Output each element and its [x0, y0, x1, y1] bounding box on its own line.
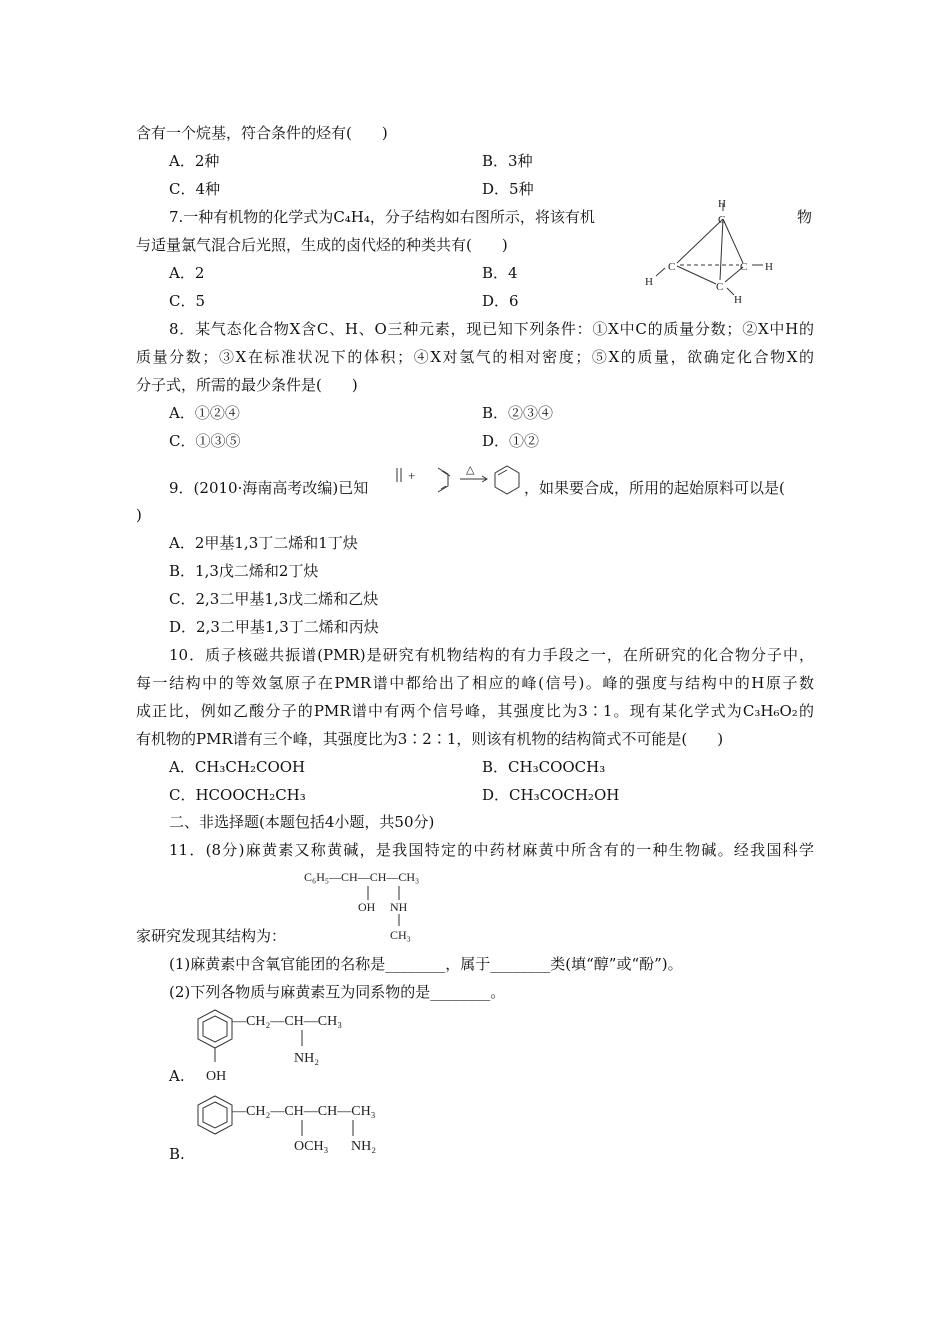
option-b-och3: OCH₃: [294, 1139, 329, 1154]
q11-line2: 家研究发现其结构为：: [136, 927, 287, 945]
c-atom-bottom: C: [716, 281, 724, 293]
q7-option-d: D．6: [482, 292, 519, 310]
q8-option-d: D．①②: [482, 432, 540, 450]
q10-option-a: A．CH₃CH₂COOH: [169, 758, 306, 776]
q9-stem-pre: 9．(2010·海南高考改编)已知: [169, 479, 369, 497]
option-b-chain: —CH₂—CH—CH—CH₃: [232, 1104, 376, 1119]
q8-line2: 质量分数；③X在标准状况下的体积；④X对氢气的相对密度；⑤X的质量，欲确定化合物X的: [136, 348, 814, 366]
q10-option-c: C．HCOOCH₂CH₃: [169, 786, 306, 804]
q7-option-c: C．5: [169, 292, 206, 310]
q6-option-b: B．3种: [482, 152, 533, 170]
c-atom-top: C: [718, 214, 726, 226]
option-a-chain: —CH₂—CH—CH₃: [232, 1014, 343, 1029]
option-a-oh: OH: [206, 1069, 227, 1084]
option-b-nh2: NH₂: [351, 1139, 377, 1154]
ephedrine-oh: OH: [358, 900, 376, 914]
q10-line3: 成正比，例如乙酸分子的PMR谱中有两个信号峰，其强度比为3∶1。现有某化学式为C₃H₆O₂的: [136, 702, 814, 720]
heat-symbol: △: [466, 464, 475, 476]
q10-line1: 10．质子核磁共振谱(PMR)是研究有机物结构的有力手段之一，在所研究的化合物分子中，: [169, 646, 814, 664]
q8-option-c: C．①③⑤: [169, 432, 241, 450]
ephedrine-main-chain: C₆H₅—CH—CH—CH₃: [304, 870, 420, 884]
ephedrine-structure: [300, 864, 480, 944]
option-a-label: A.: [169, 1067, 185, 1085]
q10-option-d: D．CH₃COCH₂OH: [482, 786, 620, 804]
q11-line1: 11．(8分)麻黄素又称黄碱，是我国特定的中药材麻黄中所含有的一种生物碱。经我国科学: [169, 841, 814, 859]
q8-option-a: A．①②④: [169, 404, 240, 422]
h-atom-right: H: [765, 261, 773, 273]
diels-alder-reaction-scheme: [394, 460, 524, 504]
q8-line3: 分子式，所需的最少条件是( ): [136, 376, 358, 394]
q7-line1-tail: 物: [797, 208, 813, 226]
c4h4-tetrahedrane-diagram: [630, 193, 790, 305]
q10-line4: 有机物的PMR谱有三个峰，其强度比为3∶2∶1，则该有机物的结构简式不可能是( ): [136, 730, 724, 748]
h-atom-left: H: [645, 276, 653, 288]
q7-option-a: A．2: [169, 264, 205, 282]
h-atom-top: H: [718, 198, 726, 210]
q7-line1: 7.一种有机物的化学式为C₄H₄，分子结构如右图所示，将该有机: [169, 208, 595, 226]
section-heading: 二、非选择题(本题包括4小题，共50分): [169, 813, 435, 831]
q8-option-b: B．②③④: [482, 404, 554, 422]
q11-part2: (2)下列各物质与麻黄素互为同系物的是________。: [169, 983, 506, 1001]
c-atom-left: C: [668, 261, 676, 273]
option-a-structure: [190, 1006, 410, 1088]
reaction-plus: +: [408, 468, 416, 483]
option-a-nh2: NH₂: [294, 1051, 320, 1066]
q7-line2: 与适量氯气混合后光照，生成的卤代烃的种类共有( ): [136, 236, 508, 254]
h-atom-bottom: H: [734, 294, 742, 305]
q9-stem-line2: ): [136, 506, 142, 524]
q9-option-a: A．2甲基1,3丁二烯和1丁炔: [169, 534, 358, 552]
q6-stem-tail: 含有一个烷基，符合条件的烃有( ): [136, 124, 388, 142]
q10-option-b: B．CH₃COOCH₃: [482, 758, 606, 776]
q11-part1: (1)麻黄素中含氧官能团的名称是________，属于________类(填“醇”或“酚”)。: [169, 955, 683, 973]
q6-option-c: C．4种: [169, 180, 221, 198]
q6-option-d: D．5种: [482, 180, 534, 198]
q9-option-b: B．1,3戊二烯和2丁炔: [169, 562, 319, 580]
q7-option-b: B．4: [482, 264, 518, 282]
ephedrine-ch3: CH₃: [390, 928, 411, 942]
q10-line2: 每一结构中的等效氢原子在PMR谱中都给出了相应的峰(信号)。峰的强度与结构中的H原子数: [136, 674, 814, 692]
q9-stem-post: ，如果要合成，所用的起始原料可以是(: [524, 479, 785, 497]
q8-line1: 8．某气态化合物X含C、H、O三种元素，现已知下列条件：①X中C的质量分数；②X中H的: [169, 320, 814, 338]
q9-option-d: D．2,3二甲基1,3丁二烯和丙炔: [169, 618, 379, 636]
q9-option-c: C．2,3二甲基1,3戊二烯和乙炔: [169, 590, 379, 608]
option-b-label: B.: [169, 1145, 185, 1163]
ephedrine-nh: NH: [390, 900, 408, 914]
option-b-structure: [190, 1092, 450, 1156]
q6-option-a: A．2种: [169, 152, 220, 170]
c-atom-right: C: [740, 261, 748, 273]
